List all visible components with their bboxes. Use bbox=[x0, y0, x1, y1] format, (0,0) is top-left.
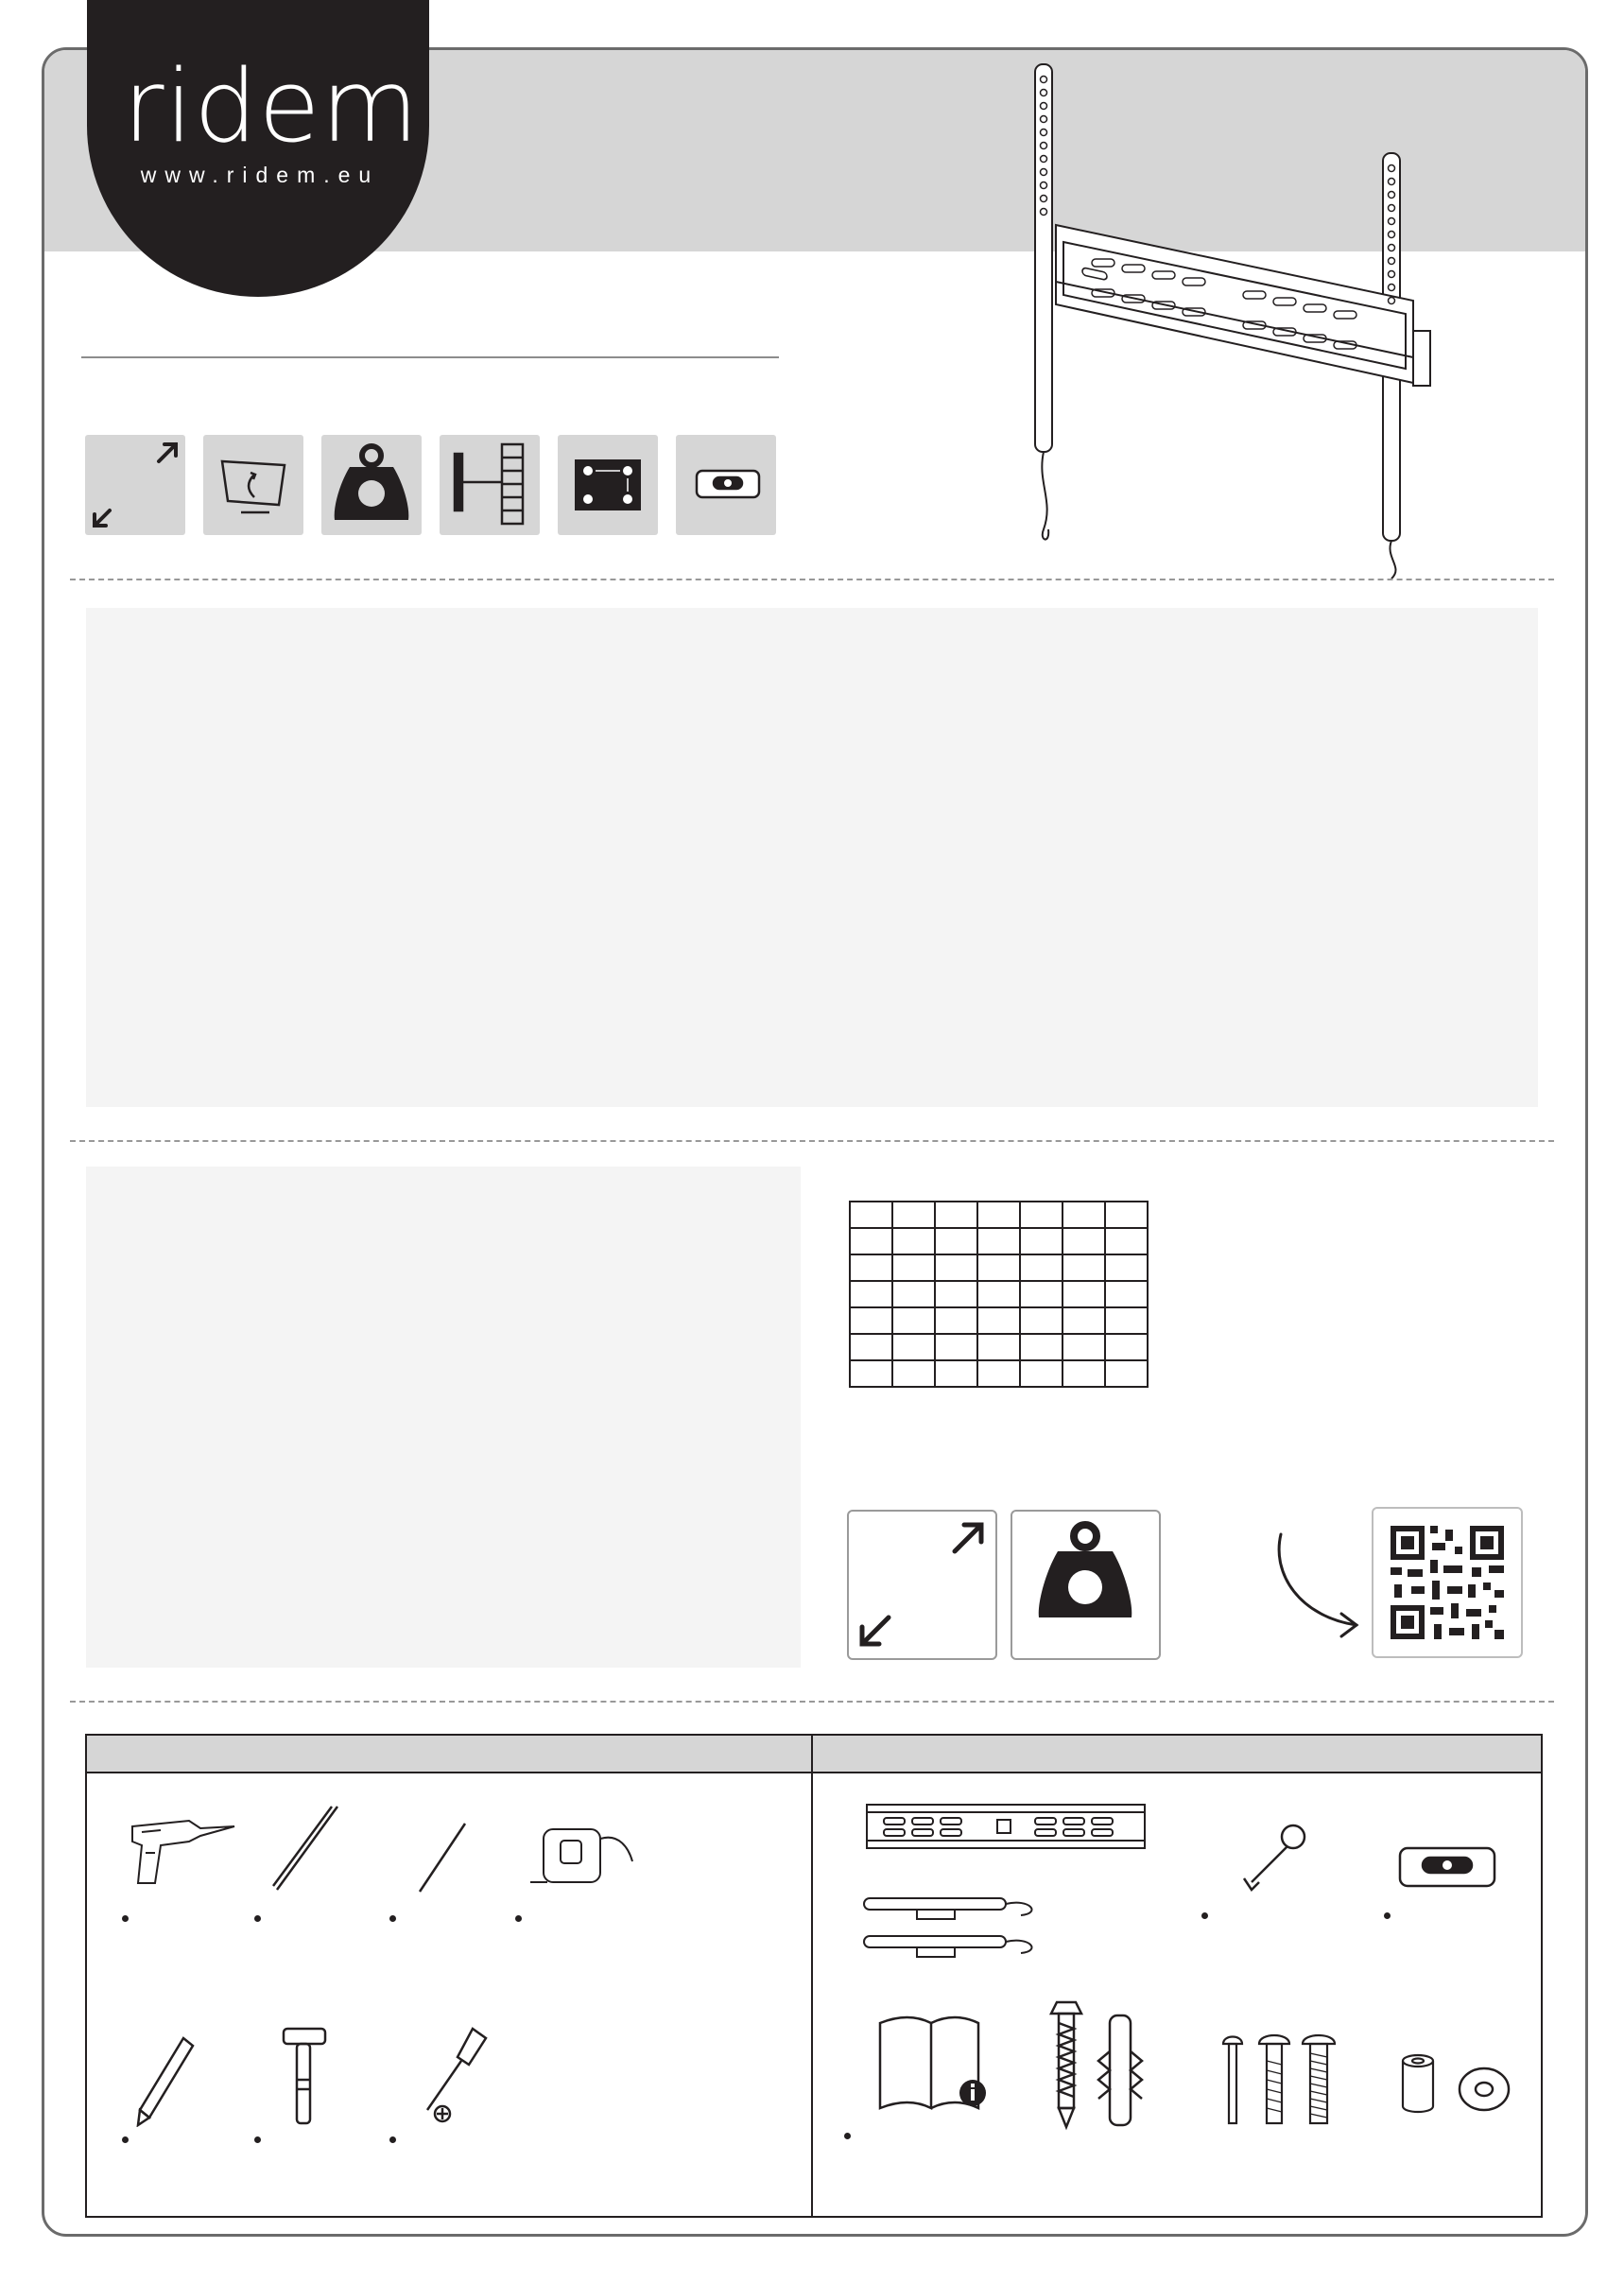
washer-icon bbox=[1456, 2061, 1512, 2118]
table-row bbox=[850, 1254, 1148, 1281]
pencil-icon bbox=[132, 2032, 199, 2127]
spec-table bbox=[849, 1201, 1149, 1388]
title-rule bbox=[81, 356, 779, 358]
qr-pointer-arrow-icon bbox=[1271, 1527, 1366, 1640]
table-row bbox=[850, 1281, 1148, 1307]
table-row bbox=[850, 1360, 1148, 1387]
spirit-level-icon bbox=[1394, 1839, 1508, 1895]
spirit-level-icon bbox=[676, 435, 776, 535]
list-item bbox=[389, 2136, 396, 2143]
drill-icon bbox=[123, 1807, 236, 1893]
manual-icon bbox=[874, 2004, 988, 2118]
screws-icon bbox=[1219, 2032, 1352, 2127]
list-item bbox=[1384, 1912, 1391, 1919]
list-item bbox=[122, 2136, 129, 2143]
section-divider-1 bbox=[70, 579, 1554, 580]
wrench-icon bbox=[1238, 1820, 1314, 1895]
hammer-icon bbox=[276, 2023, 333, 2127]
list-item bbox=[254, 1915, 261, 1922]
list-item bbox=[515, 1915, 522, 1922]
logo-url: www.ridem.eu bbox=[140, 163, 380, 187]
list-item bbox=[389, 1915, 396, 1922]
section-divider-3 bbox=[70, 1701, 1554, 1703]
screwdriver-icon bbox=[416, 2023, 492, 2127]
list-item bbox=[254, 2136, 261, 2143]
spacer-icon bbox=[1390, 2051, 1446, 2118]
drill-bit-icon bbox=[269, 1801, 345, 1895]
wall-plate-icon bbox=[865, 1801, 1149, 1852]
list-item bbox=[844, 2133, 851, 2139]
table-row bbox=[850, 1307, 1148, 1334]
screen-size-icon bbox=[85, 435, 185, 535]
table-row bbox=[850, 1202, 1148, 1228]
table-row bbox=[850, 1228, 1148, 1254]
max-weight-icon bbox=[1011, 1510, 1161, 1660]
wall-distance-icon bbox=[440, 435, 540, 535]
lag-bolt-anchor-icon bbox=[1040, 1995, 1153, 2136]
vesa-pattern-icon bbox=[558, 435, 658, 535]
logo-wordmark: ridem bbox=[123, 48, 420, 164]
list-item bbox=[122, 1915, 129, 1922]
max-weight-icon bbox=[321, 435, 422, 535]
tilt-icon bbox=[203, 435, 303, 535]
section-divider-2 bbox=[70, 1140, 1554, 1142]
tape-measure-icon bbox=[525, 1820, 638, 1895]
screen-size-icon bbox=[847, 1510, 997, 1660]
content-panel-top bbox=[86, 608, 1538, 1107]
thin-drill-bit-icon bbox=[414, 1820, 471, 1895]
column-divider bbox=[811, 1736, 813, 2216]
qr-code-icon[interactable] bbox=[1372, 1507, 1523, 1658]
list-item bbox=[1201, 1912, 1208, 1919]
bracket-illustration bbox=[1016, 57, 1460, 586]
vertical-arms-icon bbox=[860, 1891, 1049, 1963]
content-panel-left bbox=[86, 1167, 801, 1668]
table-row bbox=[850, 1334, 1148, 1360]
tools-and-parts-header bbox=[87, 1736, 1541, 1773]
